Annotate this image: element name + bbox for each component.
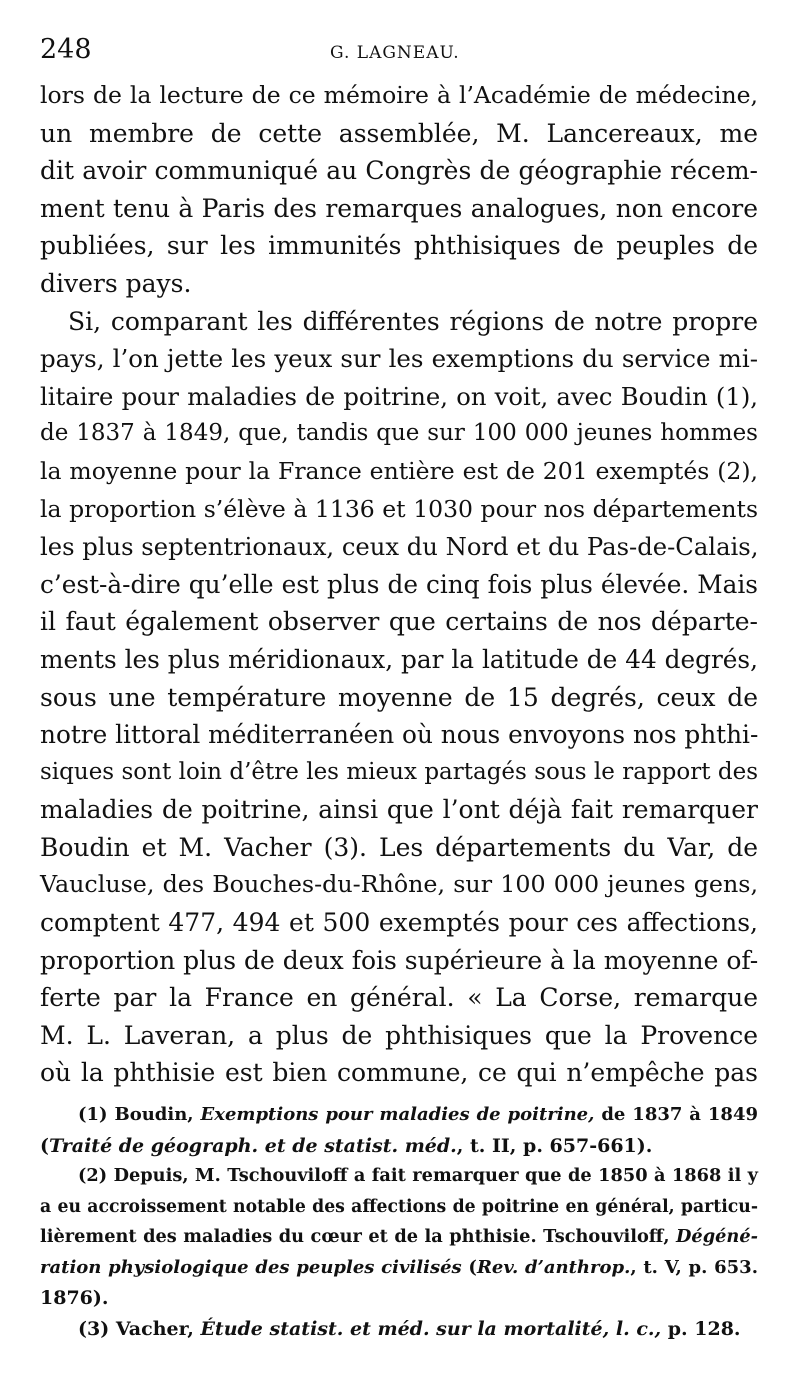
footnote-1 xyxy=(40,1100,758,1131)
footnote-text: de 1837 à 1849 xyxy=(594,1104,758,1125)
text-line: M. L. Laveran, a plus de phthisiques que la Provence xyxy=(40,1020,758,1050)
footnote-title: Exemptions pour maladies de poitrine, xyxy=(200,1104,595,1125)
text-line: les plus septentrionaux, ceux du Nord et du Pas-de-Calais, xyxy=(40,532,759,562)
footnote-text: , t. II, p. 657-661). xyxy=(456,1134,653,1157)
text-line: c’est-à-dire qu’elle est plus de cinq fois plus élevée. Mais xyxy=(40,569,758,599)
text-line: siques sont loin d’être les mieux partagés sous le rapport des xyxy=(40,758,758,785)
text-line: ment tenu à Paris des remarques analogues, non encore xyxy=(40,193,758,223)
text-line: dit avoir communiqué au Congrès de géographie récem- xyxy=(40,156,758,186)
footnote-1-cont xyxy=(40,1131,758,1162)
page-header xyxy=(40,34,760,74)
text-line: il faut également observer que certains de nos départe- xyxy=(40,607,758,637)
footnote-title: l. c., xyxy=(615,1317,662,1340)
text-line: lors de la lecture de ce mémoire à l’Académie de médecine, xyxy=(40,81,758,109)
text-line: maladies de poitrine, ainsi que l’ont déjà fait remarquer xyxy=(40,795,758,825)
footnote-3 xyxy=(40,1314,758,1345)
text-line: comptent 477, 494 et 500 exemptés pour ces affections, xyxy=(40,908,758,938)
footnote-2: (2) Depuis, M. Tschouviloff a fait remarquer que de 1850 à 1868 il y xyxy=(78,1165,758,1186)
footnote-title: ration physiologique des peuples civilisés xyxy=(40,1256,462,1278)
text-line: de 1837 à 1849, que, tandis que sur 100 000 jeunes hommes xyxy=(40,420,758,447)
text-line: sous une température moyenne de 15 degrés, ceux de xyxy=(40,682,758,712)
footnote-text: , t. V, p. 653. xyxy=(630,1256,758,1278)
running-head: G. LAGNEAU. xyxy=(330,43,460,63)
footnote-2-cont xyxy=(40,1222,758,1253)
text-line: ferte par la France en général. « La Corse, remarque xyxy=(40,983,758,1013)
text-line: notre littoral méditerranéen où nous envoyons nos phthi- xyxy=(40,720,759,750)
footnote-title: Étude statist. et méd. sur la mortalité, xyxy=(200,1317,610,1340)
footnote-text: ( xyxy=(40,1134,49,1157)
footnote-text: p. 128. xyxy=(661,1317,741,1340)
footnote-text xyxy=(609,1318,616,1340)
footnote-2-cont xyxy=(40,1253,758,1284)
text-line: Si, comparant les différentes régions de notre propre xyxy=(68,306,758,336)
text-line: la proportion s’élève à 1136 et 1030 pour nos départements xyxy=(40,494,758,523)
text-line: divers pays. xyxy=(40,268,192,298)
text-line: un membre de cette assemblée, M. Lancereaux, me xyxy=(40,118,758,148)
text-line: litaire pour maladies de poitrine, on voit, avec Boudin (1), xyxy=(40,381,758,411)
text-line: ments les plus méridionaux, par la latitude de 44 degrés, xyxy=(40,644,758,674)
footnote-2-cont: 1876). xyxy=(40,1287,109,1309)
footnotes xyxy=(40,1100,758,1344)
text-line: Boudin et M. Vacher (3). Les départements du Var, de xyxy=(40,832,758,862)
body-text xyxy=(40,77,758,1092)
text-line: publiées, sur les immunités phthisiques de peuples de xyxy=(40,231,758,261)
text-line: la moyenne pour la France entière est de 201 exemptés (2), xyxy=(40,456,758,485)
footnote-text: lièrement des maladies du cœur et de la phthisie. Tschouviloff, xyxy=(40,1226,677,1247)
text-line: Vaucluse, des Bouches-du-Rhône, sur 100 000 jeunes gens, xyxy=(40,870,758,899)
text-line: où la phthisie est bien commune, ce qui n’empêche pas xyxy=(40,1058,758,1088)
footnote-text: (3) Vacher, xyxy=(78,1317,201,1340)
text-line: proportion plus de deux fois supérieure à la moyenne of- xyxy=(40,945,759,975)
footnote-2-cont: a eu accroissement notable des affections de poitrine en général, particu- xyxy=(40,1196,758,1217)
footnote-title: Dégéné- xyxy=(676,1226,758,1247)
text-line: pays, l’on jette les yeux sur les exemptions du service mi- xyxy=(40,344,758,374)
footnote-text: ( xyxy=(461,1256,477,1278)
page-number: 248 xyxy=(40,34,92,65)
footnote-text: (1) Boudin, xyxy=(78,1104,201,1125)
footnote-title: Traité de géograph. et de statist. méd. xyxy=(49,1134,457,1157)
footnote-title: Rev. d’anthrop. xyxy=(476,1256,631,1278)
